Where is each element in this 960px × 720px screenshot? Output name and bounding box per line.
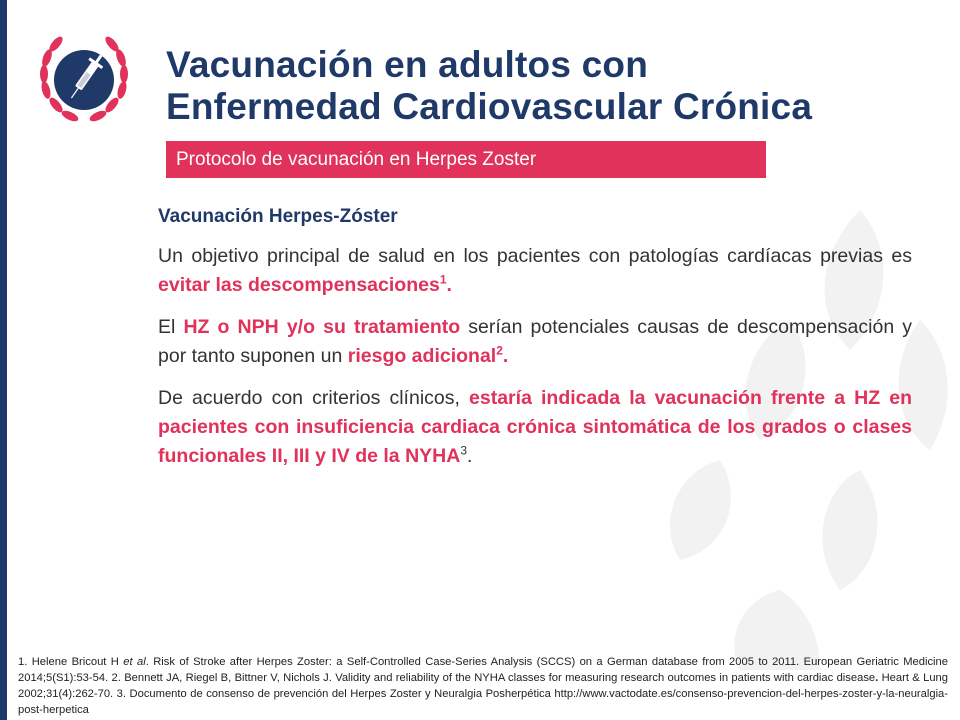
footnote-marker-1: 1 [439, 272, 447, 287]
reference-text-c: Heart & Lung 2002;31(4):262-70. 3. Documento de consenso de prevención del Herpes Zoster y Neuralgia Posherpética http://www.vactodate.es/consenso-prevencion-del-herpes-zoster-y-la-neuralgia-post-herpetica [18, 672, 948, 716]
paragraph-2-text-a: El [158, 316, 184, 338]
paragraph-1-highlight: evitar las descompensaciones [158, 274, 440, 296]
section-banner [166, 141, 766, 178]
left-accent-bar [0, 0, 7, 720]
references [18, 654, 948, 718]
syringe-laurel-icon [34, 28, 134, 128]
footnote-marker-2: 2 [496, 343, 503, 358]
paragraph-2-end: . [502, 345, 509, 367]
paragraph-1-text: Un objetivo principal de salud en los pacientes con patologías cardíacas previas es [158, 245, 912, 267]
paragraph-2-text-b: serían potenciales causas de descompensación y por tanto suponen un [158, 316, 913, 367]
page-title [166, 44, 812, 128]
paragraph-2-highlight-b: riesgo adicional [347, 345, 497, 367]
paragraph-2-highlight-a: HZ o NPH y/o su tratamiento [183, 316, 461, 338]
title-line-1: Vacunación en adultos con [166, 44, 648, 85]
paragraph-3-text: De acuerdo con criterios clínicos, [158, 387, 470, 409]
reference-text-b: . Risk of Stroke after Herpes Zoster: a Self-Controlled Case-Series Analysis (SCCS) on a German database from 2005 to 2011. European Geriatric Medicine 2014;5(S1):53-54. 2. Bennett JA, Riegel B, Bittner V, Nichols J. Validity and reliability of the NYHA classes for measuring research outcomes in patients with cardiac disease [18, 656, 948, 684]
title-line-2: Enfermedad Cardiovascular Crónica [166, 86, 813, 127]
section-subtitle: Vacunación Herpes-Zóster [158, 206, 398, 227]
reference-text-a: 1. Helene Bricout H [18, 656, 124, 668]
footnote-marker-3: 3 [460, 443, 468, 458]
paragraph-3 [158, 384, 912, 471]
paragraph-1-end: . [446, 274, 452, 296]
paragraph-1 [158, 242, 912, 300]
section-banner-text: Protocolo de vacunación en Herpes Zoster [176, 148, 537, 170]
reference-etal: et al [123, 656, 146, 668]
paragraph-3-highlight: estaría indicada la vacunación frente a HZ en pacientes con insuficiencia cardiaca crónica sintomática de los grados o clases funcionales II, III y IV de la NYHA [158, 387, 913, 467]
paragraph-3-end: . [467, 445, 473, 467]
main-content [158, 206, 912, 484]
paragraph-2 [158, 313, 912, 371]
reference-period: . [875, 672, 879, 684]
